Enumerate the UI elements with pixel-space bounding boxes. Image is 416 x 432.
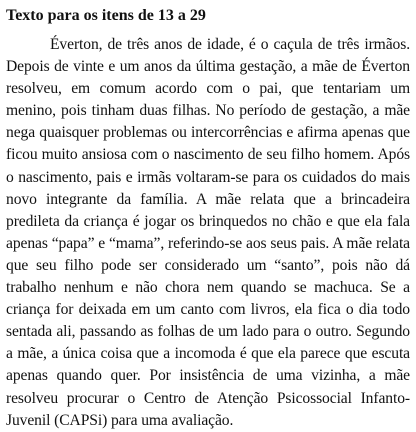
section-heading: Texto para os itens de 13 a 29 bbox=[6, 7, 206, 24]
body-paragraph: Éverton, de três anos de idade, é o caçula de três irmãos. Depois de vinte e um anos da última gestação, a mãe de Éverton resolveu, em comum acordo com o pai, que tentariam um menino, pois tinham duas filhas. No período de gestação, a mãe nega quaisquer problemas ou intercorrências e afirma apenas que ficou muito ansiosa com o nascimento de seu filho homem. Após o nascimento, pais e irmãs voltaram-se para os cuidados do mais novo integrante da família. A mãe relata que a brincadeira predileta da criança é jogar os brinquedos no chão e que ela fala apenas “papa” e “mama”, referindo-se aos seus pais. A mãe relata que seu filho pode ser considerado um “santo”, pois não dá trabalho nenhum e não chora nem quando se machuca. Se a criança for deixada em um canto com livros, ela fica o dia todo sentada ali, passando as folhas de um lado para o outro. Segundo a mãe, a única coisa que a incomoda é que ela parece que escuta apenas quando quer. Por insistência de uma vizinha, a mãe resolveu procurar o Centro de Atenção Psicossocial Infanto-Juvenil (CAPSi) para uma avaliação. bbox=[6, 36, 410, 429]
document-page bbox=[6, 6, 410, 432]
